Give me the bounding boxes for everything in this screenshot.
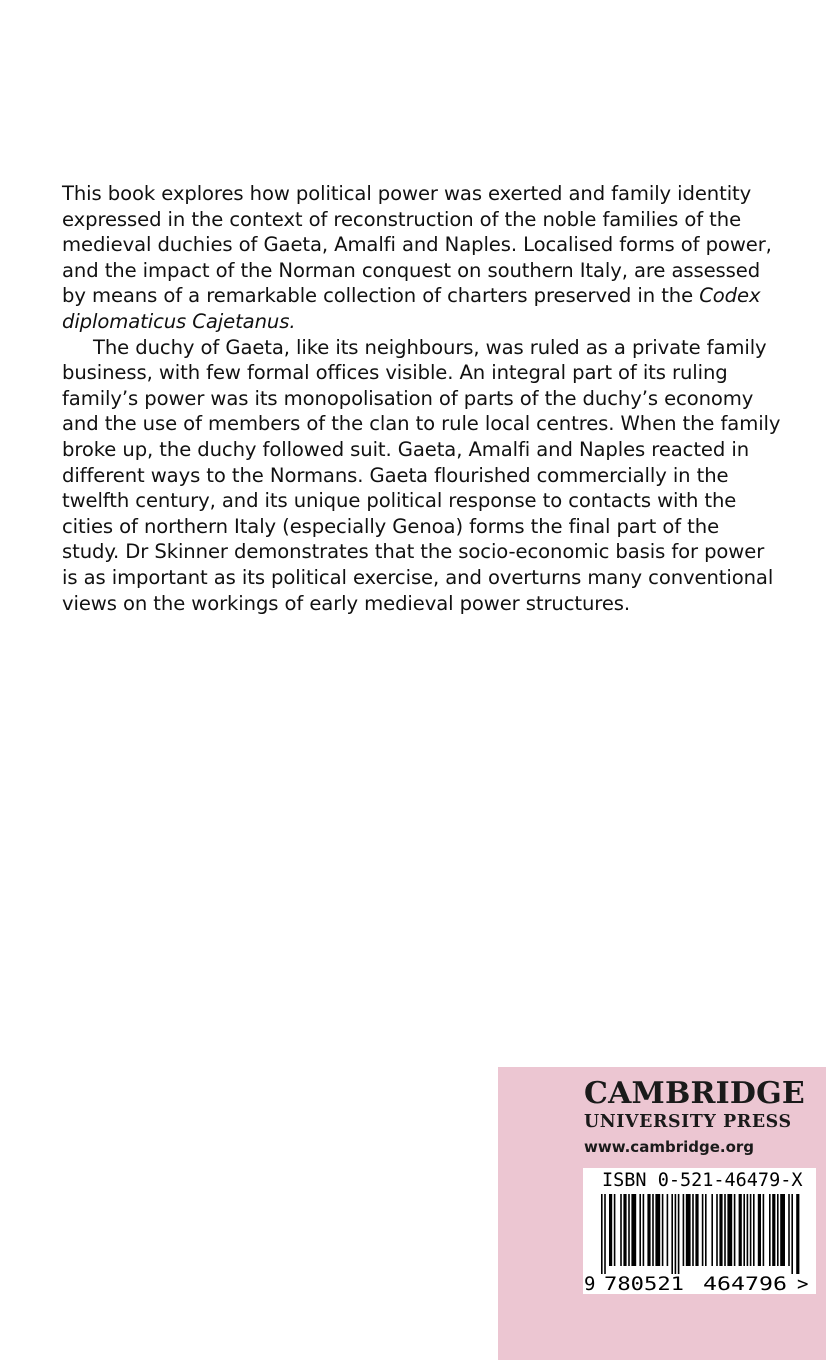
barcode-bar	[747, 1194, 749, 1266]
barcode-bar	[662, 1194, 664, 1266]
back-cover-blurb	[62, 181, 782, 616]
barcode-bar	[780, 1194, 785, 1266]
barcode-bar	[620, 1194, 622, 1266]
barcode-bar	[643, 1194, 645, 1266]
barcode-bar	[711, 1194, 713, 1266]
barcode-quiet-zone-marker: >	[797, 1273, 809, 1294]
barcode-bar	[705, 1194, 707, 1266]
barcode-bar	[628, 1194, 630, 1266]
barcode-bar	[639, 1194, 641, 1266]
barcode-bar	[758, 1194, 761, 1266]
barcode-bar	[623, 1194, 626, 1266]
barcode-bar	[667, 1194, 669, 1266]
barcode-bar	[652, 1194, 654, 1266]
barcode-bar	[609, 1194, 612, 1266]
codex-title: Codex diplomaticus Cajetanus.	[62, 284, 761, 333]
barcode-bar	[604, 1194, 606, 1274]
barcode-bar	[675, 1194, 677, 1274]
barcode-box	[583, 1168, 816, 1294]
barcode-bar	[678, 1194, 680, 1274]
barcode-bar	[753, 1194, 755, 1266]
barcode-image	[583, 1194, 816, 1294]
barcode-bar	[750, 1194, 752, 1266]
barcode-bar	[647, 1194, 650, 1266]
barcode-bar	[777, 1194, 779, 1266]
publisher-subtitle: UNIVERSITY PRESS	[584, 1112, 792, 1132]
barcode-bar	[724, 1194, 726, 1266]
barcode-bar	[763, 1194, 765, 1266]
blurb-paragraph-1	[62, 181, 782, 335]
publisher-website: www.cambridge.org	[584, 1138, 755, 1156]
barcode-bar	[686, 1194, 691, 1266]
barcode-bar	[743, 1194, 745, 1266]
barcode-bar	[769, 1194, 771, 1266]
blurb-paragraph-1-text: This book explores how political power was exerted and family identity expressed in the context of reconstruction of the noble families of the medieval duchies of Gaeta, Amalfi and Naples. Localised forms of power, and the impact of the Norman conquest on southern Italy, are assessed by means of a remarkable collection of charters preserved in the	[62, 182, 772, 308]
barcode-bar	[727, 1194, 732, 1266]
publisher-name: CAMBRIDGE	[584, 1076, 805, 1111]
barcode-bar	[601, 1194, 603, 1274]
barcode-bar	[739, 1194, 742, 1266]
isbn-label: ISBN 0-521-46479-X	[602, 1170, 803, 1191]
barcode-bar	[683, 1194, 685, 1266]
barcode-bar	[655, 1194, 660, 1266]
barcode-bar	[791, 1194, 793, 1274]
barcode-bar	[631, 1194, 636, 1266]
barcode-bar	[692, 1194, 694, 1266]
barcode-bar	[772, 1194, 775, 1266]
blurb-paragraph-2: The duchy of Gaeta, like its neighbours, was ruled as a private family business, with few formal offices visible. An integral part of its ruling family’s power was its monopolisation of parts of the duchy’s economy and the use of members of the clan to rule local centres. When the family broke up, the duchy followed suit. Gaeta, Amalfi and Naples reacted in different ways to the Normans. Gaeta flourished commercially in the twelfth century, and its unique political response to contacts with the cities of northern Italy (especially Genoa) forms the final part of the study. Dr Skinner demonstrates that the socio-economic basis for power is as important as its political exercise, and overturns many conventional views on the workings of early medieval power structures.	[62, 335, 781, 615]
barcode-digit-lead: 9	[584, 1273, 596, 1294]
barcode-bar	[716, 1194, 718, 1266]
barcode-bar	[719, 1194, 722, 1266]
barcode-digits-left: 780521	[604, 1273, 684, 1294]
barcode-bar	[614, 1194, 616, 1266]
barcode-bar	[695, 1194, 698, 1266]
barcode-digits-right: 464796	[703, 1273, 787, 1294]
barcode-bar	[734, 1194, 736, 1266]
barcode-bar	[671, 1194, 673, 1274]
barcode-bar	[796, 1194, 799, 1274]
publisher-imprint-panel	[498, 1067, 826, 1360]
barcode-bar	[788, 1194, 790, 1266]
barcode-bar	[702, 1194, 704, 1266]
